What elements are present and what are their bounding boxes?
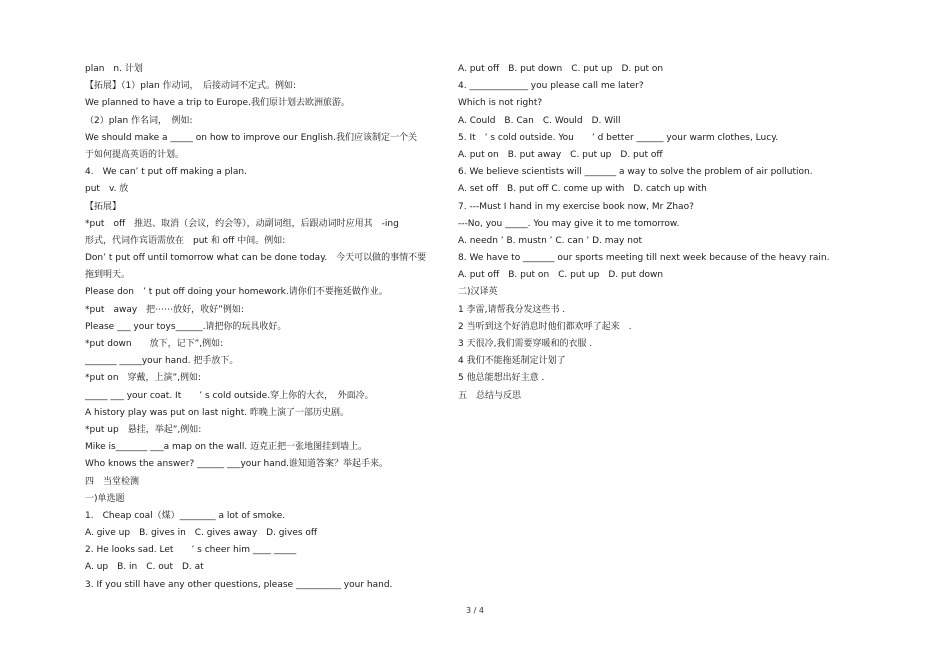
text-line: Please don ’ t put off doing your homework.请你们不要拖延做作业。 <box>85 287 388 298</box>
question: 8. We have to _______ our sports meeting till next week because of the heavy rain. <box>458 253 830 264</box>
question: ---No, you _____. You may give it to me tomorrow. <box>458 218 680 229</box>
text-line: *put off 推迟、取消（会议，约会等），动副词组，后跟动词时应用其 -ing <box>85 218 399 229</box>
text-line: plan n. 计划 <box>85 64 143 74</box>
section-heading: 四 当堂检测 <box>85 476 140 487</box>
question: 7. ---Must I hand in my exercise book now, Mr Zhao? <box>458 201 694 212</box>
page-number: 3 / 4 <box>466 606 484 615</box>
answer-options: A. put off B. put on C. put up D. put down <box>458 270 664 281</box>
question: 5. It ’ s cold outside. You ’ d better ______ your warm clothes, Lucy. <box>458 132 779 143</box>
answer-options: A. set off B. put off C. come up with D. catch up with <box>458 184 707 195</box>
text-line: put v. 放 <box>85 184 129 195</box>
translation-item: 5 他总能想出好主意 . <box>458 373 545 384</box>
translation-item: 4 我们不能拖延制定计划了 <box>458 356 566 367</box>
question: 4. _____________ you please call me later? <box>458 81 644 92</box>
translation-item: 3 天很冷,我们需要穿暖和的衣服 . <box>458 339 593 349</box>
text-line: _______ _____your hand. 把手放下。 <box>85 356 239 367</box>
answer-options: A. put off B. put down C. put up D. put on <box>458 64 664 74</box>
text-line: Mike is_______ ___a map on the wall. 迈克正把一张地图挂到墙上。 <box>85 442 368 453</box>
question: 3. If you still have any other questions, please __________ your hand. <box>85 579 393 590</box>
text-line: _____ ___ your coat. It ’ s cold outside.穿上你的大衣， 外面冷。 <box>85 390 374 401</box>
text-line: A history play was put on last night. 昨晚上演了一部历史剧。 <box>85 407 350 418</box>
answer-options: A. put on B. put away C. put up D. put off <box>458 149 663 160</box>
text-line: Who knows the answer? ______ ___your hand.谁知道答案？举起手来。 <box>85 459 389 470</box>
text-line: Please ___ your toys______.请把你的玩具收好。 <box>85 321 287 332</box>
right-column <box>458 61 830 405</box>
text-line: *put up 悬挂，举起”,例如: <box>85 424 202 435</box>
text-line: 于如何提高英语的计划。 <box>85 149 185 160</box>
text-line: 【拓展】 <box>85 201 122 212</box>
subsection-heading: 二)汉译英 <box>458 287 498 298</box>
question: 1. Cheap coal（煤）________ a lot of smoke. <box>85 510 286 521</box>
text-line: *put away 把⋯⋯放好，收好”例如: <box>85 304 244 315</box>
text-line: We should make a _____ on how to improve our English.我们应该制定一个关 <box>85 132 417 143</box>
text-line: We planned to have a trip to Europe.我们原计划去欧洲旅游。 <box>85 98 350 109</box>
text-line: （2）plan 作名词， 例如: <box>85 115 193 126</box>
section-heading: 五 总结与反思 <box>458 390 522 401</box>
answer-options: A. give up B. gives in C. gives away D. gives off <box>85 528 318 539</box>
answer-options: A. up B. in C. out D. at <box>85 562 204 573</box>
text-line: Don’ t put off until tomorrow what can be done today. 今天可以做的事情不要 <box>85 253 427 264</box>
text-line: *put on 穿戴，上演”,例如: <box>85 373 202 384</box>
translation-item: 2 当听到这个好消息时他们都欢呼了起来 . <box>458 321 632 332</box>
question: 2. He looks sad. Let ’ s cheer him ____ _____ <box>85 545 297 556</box>
left-column <box>85 61 425 594</box>
text-line: 拖到明天。 <box>85 270 131 281</box>
text-line: 形式，代词作宾语需放在 put 和 off 中间。例如: <box>85 235 286 246</box>
question-note: Which is not right? <box>458 98 543 109</box>
question: 6. We believe scientists will _______ a way to solve the problem of air pollution. <box>458 167 813 178</box>
answer-options: A. Could B. Can C. Would D. Will <box>458 115 621 126</box>
subsection-heading: 一)单选题 <box>85 493 125 504</box>
translation-item: 1 李雷,请帮我分发这些书 . <box>458 304 566 315</box>
text-line: 【拓展】（1）plan 作动词， 后接动词不定式。例如: <box>85 81 297 92</box>
answer-options: A. needn ’ B. mustn ’ C. can ’ D. may not <box>458 235 642 246</box>
text-line: 4. We can’ t put off making a plan. <box>85 167 247 178</box>
text-line: *put down 放下，记下”,例如: <box>85 339 224 349</box>
